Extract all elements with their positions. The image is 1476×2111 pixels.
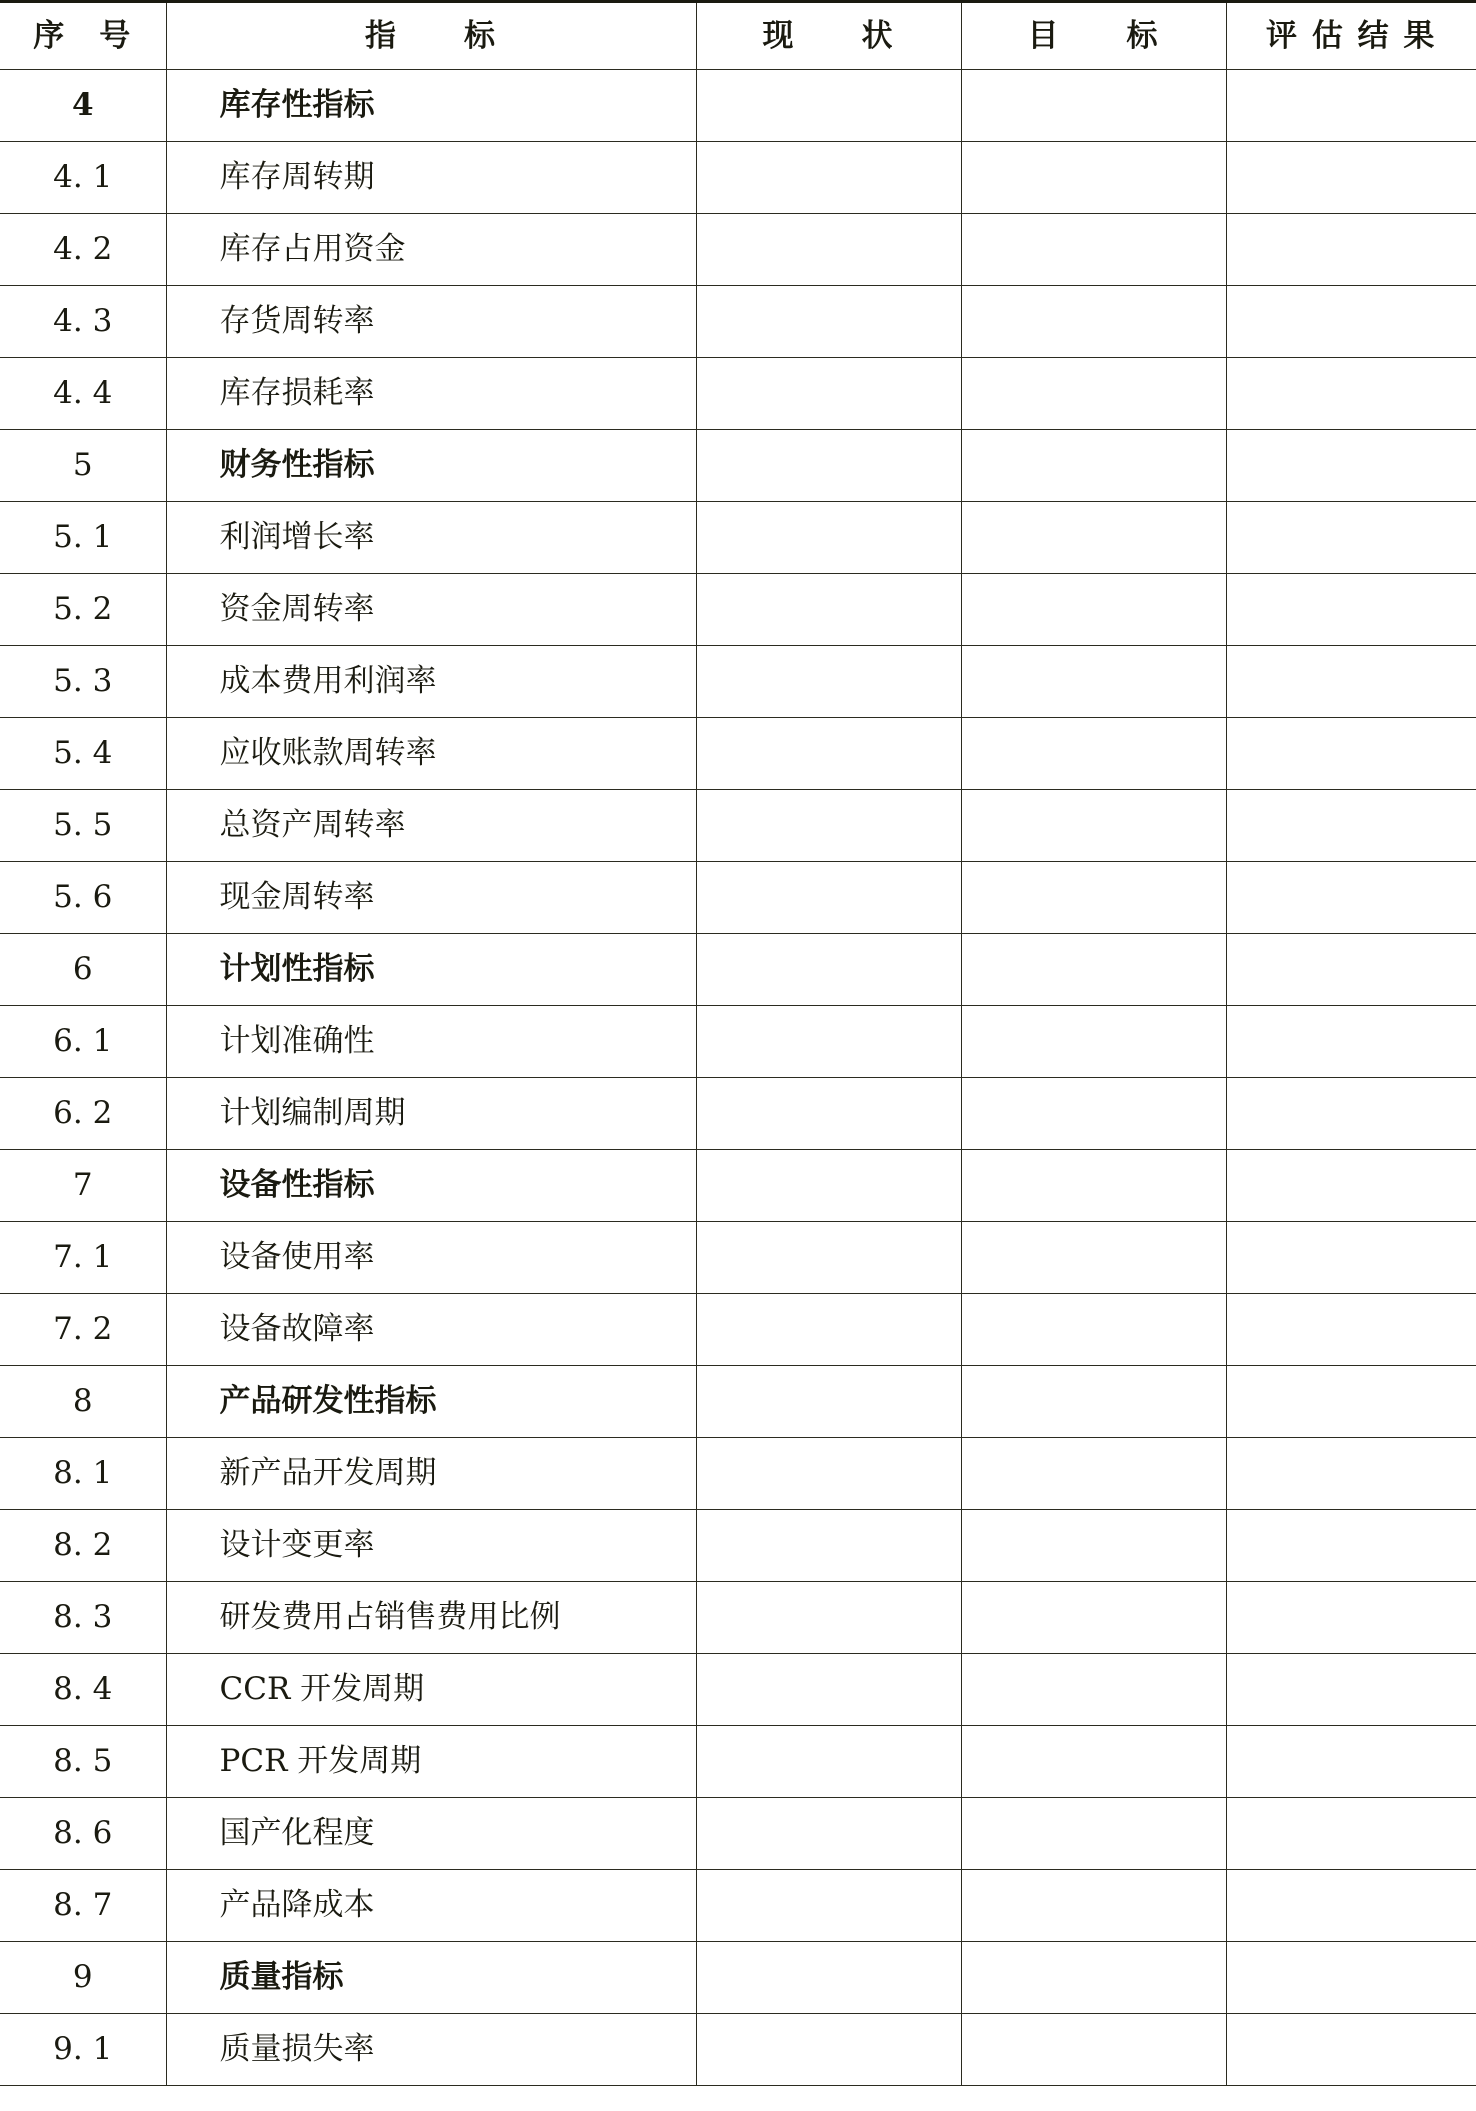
current-status-cell bbox=[696, 142, 961, 214]
table-row bbox=[0, 718, 1476, 790]
indicator-name-cell: 利润增长率 bbox=[166, 502, 696, 574]
evaluation-result-cell bbox=[1226, 1510, 1476, 1582]
current-status-cell bbox=[696, 1438, 961, 1510]
evaluation-result-cell bbox=[1226, 214, 1476, 286]
current-status-cell bbox=[696, 1222, 961, 1294]
target-cell bbox=[961, 1870, 1226, 1942]
table-row bbox=[0, 1798, 1476, 1870]
indicator-name-cell: 现金周转率 bbox=[166, 862, 696, 934]
category-row bbox=[0, 70, 1476, 142]
evaluation-result-cell bbox=[1226, 1438, 1476, 1510]
target-cell bbox=[961, 862, 1226, 934]
target-cell bbox=[961, 2014, 1226, 2086]
category-row bbox=[0, 1366, 1476, 1438]
header-indicator: 指 标 bbox=[166, 2, 696, 70]
current-status-cell bbox=[696, 862, 961, 934]
table-body bbox=[0, 70, 1476, 2086]
target-cell bbox=[961, 70, 1226, 142]
current-status-cell bbox=[696, 646, 961, 718]
indicator-name-cell: PCR 开发周期 bbox=[166, 1726, 696, 1798]
serial-number-cell: 8. 1 bbox=[0, 1438, 166, 1510]
serial-number-cell: 6 bbox=[0, 934, 166, 1006]
table-row bbox=[0, 1222, 1476, 1294]
evaluation-result-cell bbox=[1226, 1366, 1476, 1438]
serial-number-cell: 5. 6 bbox=[0, 862, 166, 934]
evaluation-result-cell bbox=[1226, 574, 1476, 646]
current-status-cell bbox=[696, 1798, 961, 1870]
table-row bbox=[0, 1078, 1476, 1150]
serial-number-cell: 4. 1 bbox=[0, 142, 166, 214]
category-title-cell: 设备性指标 bbox=[166, 1150, 696, 1222]
current-status-cell bbox=[696, 934, 961, 1006]
serial-number-cell: 6. 2 bbox=[0, 1078, 166, 1150]
evaluation-result-cell bbox=[1226, 1870, 1476, 1942]
indicator-name-cell: 库存周转期 bbox=[166, 142, 696, 214]
serial-number-cell: 5. 4 bbox=[0, 718, 166, 790]
evaluation-result-cell bbox=[1226, 718, 1476, 790]
evaluation-result-cell bbox=[1226, 1654, 1476, 1726]
target-cell bbox=[961, 1582, 1226, 1654]
header-target: 目 标 bbox=[961, 2, 1226, 70]
table-header-row bbox=[0, 2, 1476, 70]
category-row bbox=[0, 430, 1476, 502]
indicator-name-cell: 总资产周转率 bbox=[166, 790, 696, 862]
serial-number-cell: 8. 7 bbox=[0, 1870, 166, 1942]
current-status-cell bbox=[696, 1726, 961, 1798]
current-status-cell bbox=[696, 1294, 961, 1366]
serial-number-cell: 8. 5 bbox=[0, 1726, 166, 1798]
evaluation-result-cell bbox=[1226, 1726, 1476, 1798]
table-row bbox=[0, 142, 1476, 214]
target-cell bbox=[961, 1222, 1226, 1294]
serial-number-cell: 4. 2 bbox=[0, 214, 166, 286]
evaluation-result-cell bbox=[1226, 70, 1476, 142]
category-title-cell: 质量指标 bbox=[166, 1942, 696, 2014]
evaluation-result-cell bbox=[1226, 862, 1476, 934]
target-cell bbox=[961, 1726, 1226, 1798]
current-status-cell bbox=[696, 1942, 961, 2014]
target-cell bbox=[961, 502, 1226, 574]
serial-number-cell: 9. 1 bbox=[0, 2014, 166, 2086]
evaluation-result-cell bbox=[1226, 1150, 1476, 1222]
evaluation-result-cell bbox=[1226, 1294, 1476, 1366]
target-cell bbox=[961, 1942, 1226, 2014]
category-title-cell: 库存性指标 bbox=[166, 70, 696, 142]
table-row bbox=[0, 1510, 1476, 1582]
target-cell bbox=[961, 430, 1226, 502]
serial-number-cell: 7 bbox=[0, 1150, 166, 1222]
table-row bbox=[0, 1294, 1476, 1366]
current-status-cell bbox=[696, 430, 961, 502]
category-title-cell: 财务性指标 bbox=[166, 430, 696, 502]
target-cell bbox=[961, 1510, 1226, 1582]
evaluation-result-cell bbox=[1226, 142, 1476, 214]
indicator-name-cell: 应收账款周转率 bbox=[166, 718, 696, 790]
table-row bbox=[0, 2014, 1476, 2086]
category-row bbox=[0, 934, 1476, 1006]
table-row bbox=[0, 1438, 1476, 1510]
table-row bbox=[0, 502, 1476, 574]
table-row bbox=[0, 574, 1476, 646]
serial-number-cell: 7. 2 bbox=[0, 1294, 166, 1366]
target-cell bbox=[961, 646, 1226, 718]
serial-number-cell: 4. 4 bbox=[0, 358, 166, 430]
serial-number-cell: 8. 4 bbox=[0, 1654, 166, 1726]
category-row bbox=[0, 1942, 1476, 2014]
current-status-cell bbox=[696, 1654, 961, 1726]
target-cell bbox=[961, 358, 1226, 430]
current-status-cell bbox=[696, 358, 961, 430]
table-row bbox=[0, 1870, 1476, 1942]
serial-number-cell: 8 bbox=[0, 1366, 166, 1438]
current-status-cell bbox=[696, 718, 961, 790]
serial-number-cell: 5 bbox=[0, 430, 166, 502]
evaluation-result-cell bbox=[1226, 1078, 1476, 1150]
serial-number-cell: 7. 1 bbox=[0, 1222, 166, 1294]
header-current-status: 现 状 bbox=[696, 2, 961, 70]
serial-number-cell: 4. 3 bbox=[0, 286, 166, 358]
header-serial-number: 序 号 bbox=[0, 2, 166, 70]
indicator-name-cell: 设备使用率 bbox=[166, 1222, 696, 1294]
category-row bbox=[0, 1150, 1476, 1222]
indicator-name-cell: 库存占用资金 bbox=[166, 214, 696, 286]
current-status-cell bbox=[696, 286, 961, 358]
target-cell bbox=[961, 934, 1226, 1006]
indicator-name-cell: 质量损失率 bbox=[166, 2014, 696, 2086]
evaluation-result-cell bbox=[1226, 1582, 1476, 1654]
current-status-cell bbox=[696, 2014, 961, 2086]
target-cell bbox=[961, 286, 1226, 358]
target-cell bbox=[961, 1366, 1226, 1438]
indicator-name-cell: 资金周转率 bbox=[166, 574, 696, 646]
indicator-name-cell: 设计变更率 bbox=[166, 1510, 696, 1582]
target-cell bbox=[961, 574, 1226, 646]
current-status-cell bbox=[696, 790, 961, 862]
serial-number-cell: 5. 2 bbox=[0, 574, 166, 646]
indicator-name-cell: 新产品开发周期 bbox=[166, 1438, 696, 1510]
target-cell bbox=[961, 718, 1226, 790]
indicator-name-cell: 计划准确性 bbox=[166, 1006, 696, 1078]
evaluation-result-cell bbox=[1226, 358, 1476, 430]
indicator-name-cell: CCR 开发周期 bbox=[166, 1654, 696, 1726]
current-status-cell bbox=[696, 1150, 961, 1222]
evaluation-result-cell bbox=[1226, 1798, 1476, 1870]
indicator-name-cell: 计划编制周期 bbox=[166, 1078, 696, 1150]
target-cell bbox=[961, 1150, 1226, 1222]
header-evaluation-result: 评 估 结 果 bbox=[1226, 2, 1476, 70]
target-cell bbox=[961, 1078, 1226, 1150]
target-cell bbox=[961, 142, 1226, 214]
current-status-cell bbox=[696, 574, 961, 646]
indicator-name-cell: 研发费用占销售费用比例 bbox=[166, 1582, 696, 1654]
serial-number-cell: 8. 6 bbox=[0, 1798, 166, 1870]
evaluation-result-cell bbox=[1226, 1222, 1476, 1294]
target-cell bbox=[961, 214, 1226, 286]
current-status-cell bbox=[696, 1510, 961, 1582]
serial-number-cell: 5. 1 bbox=[0, 502, 166, 574]
current-status-cell bbox=[696, 1582, 961, 1654]
table-row bbox=[0, 862, 1476, 934]
serial-number-cell: 8. 2 bbox=[0, 1510, 166, 1582]
evaluation-result-cell bbox=[1226, 790, 1476, 862]
current-status-cell bbox=[696, 1078, 961, 1150]
target-cell bbox=[961, 1438, 1226, 1510]
table-row bbox=[0, 1726, 1476, 1798]
current-status-cell bbox=[696, 1870, 961, 1942]
table-row bbox=[0, 214, 1476, 286]
evaluation-result-cell bbox=[1226, 2014, 1476, 2086]
indicator-name-cell: 存货周转率 bbox=[166, 286, 696, 358]
current-status-cell bbox=[696, 214, 961, 286]
evaluation-result-cell bbox=[1226, 286, 1476, 358]
table-row bbox=[0, 1654, 1476, 1726]
indicator-name-cell: 库存损耗率 bbox=[166, 358, 696, 430]
serial-number-cell: 8. 3 bbox=[0, 1582, 166, 1654]
indicator-name-cell: 产品降成本 bbox=[166, 1870, 696, 1942]
indicator-name-cell: 成本费用利润率 bbox=[166, 646, 696, 718]
evaluation-result-cell bbox=[1226, 502, 1476, 574]
category-title-cell: 计划性指标 bbox=[166, 934, 696, 1006]
target-cell bbox=[961, 790, 1226, 862]
indicator-name-cell: 设备故障率 bbox=[166, 1294, 696, 1366]
table-row bbox=[0, 646, 1476, 718]
evaluation-result-cell bbox=[1226, 646, 1476, 718]
serial-number-cell: 4 bbox=[0, 70, 166, 142]
evaluation-result-cell bbox=[1226, 430, 1476, 502]
evaluation-result-cell bbox=[1226, 934, 1476, 1006]
evaluation-result-cell bbox=[1226, 1942, 1476, 2014]
target-cell bbox=[961, 1294, 1226, 1366]
table-row bbox=[0, 358, 1476, 430]
current-status-cell bbox=[696, 1006, 961, 1078]
table-row bbox=[0, 1582, 1476, 1654]
current-status-cell bbox=[696, 502, 961, 574]
target-cell bbox=[961, 1798, 1226, 1870]
serial-number-cell: 9 bbox=[0, 1942, 166, 2014]
table-row bbox=[0, 286, 1476, 358]
category-title-cell: 产品研发性指标 bbox=[166, 1366, 696, 1438]
serial-number-cell: 5. 5 bbox=[0, 790, 166, 862]
table-row bbox=[0, 1006, 1476, 1078]
current-status-cell bbox=[696, 1366, 961, 1438]
serial-number-cell: 6. 1 bbox=[0, 1006, 166, 1078]
table-row bbox=[0, 790, 1476, 862]
target-cell bbox=[961, 1654, 1226, 1726]
current-status-cell bbox=[696, 70, 961, 142]
serial-number-cell: 5. 3 bbox=[0, 646, 166, 718]
evaluation-result-cell bbox=[1226, 1006, 1476, 1078]
target-cell bbox=[961, 1006, 1226, 1078]
indicator-name-cell: 国产化程度 bbox=[166, 1798, 696, 1870]
